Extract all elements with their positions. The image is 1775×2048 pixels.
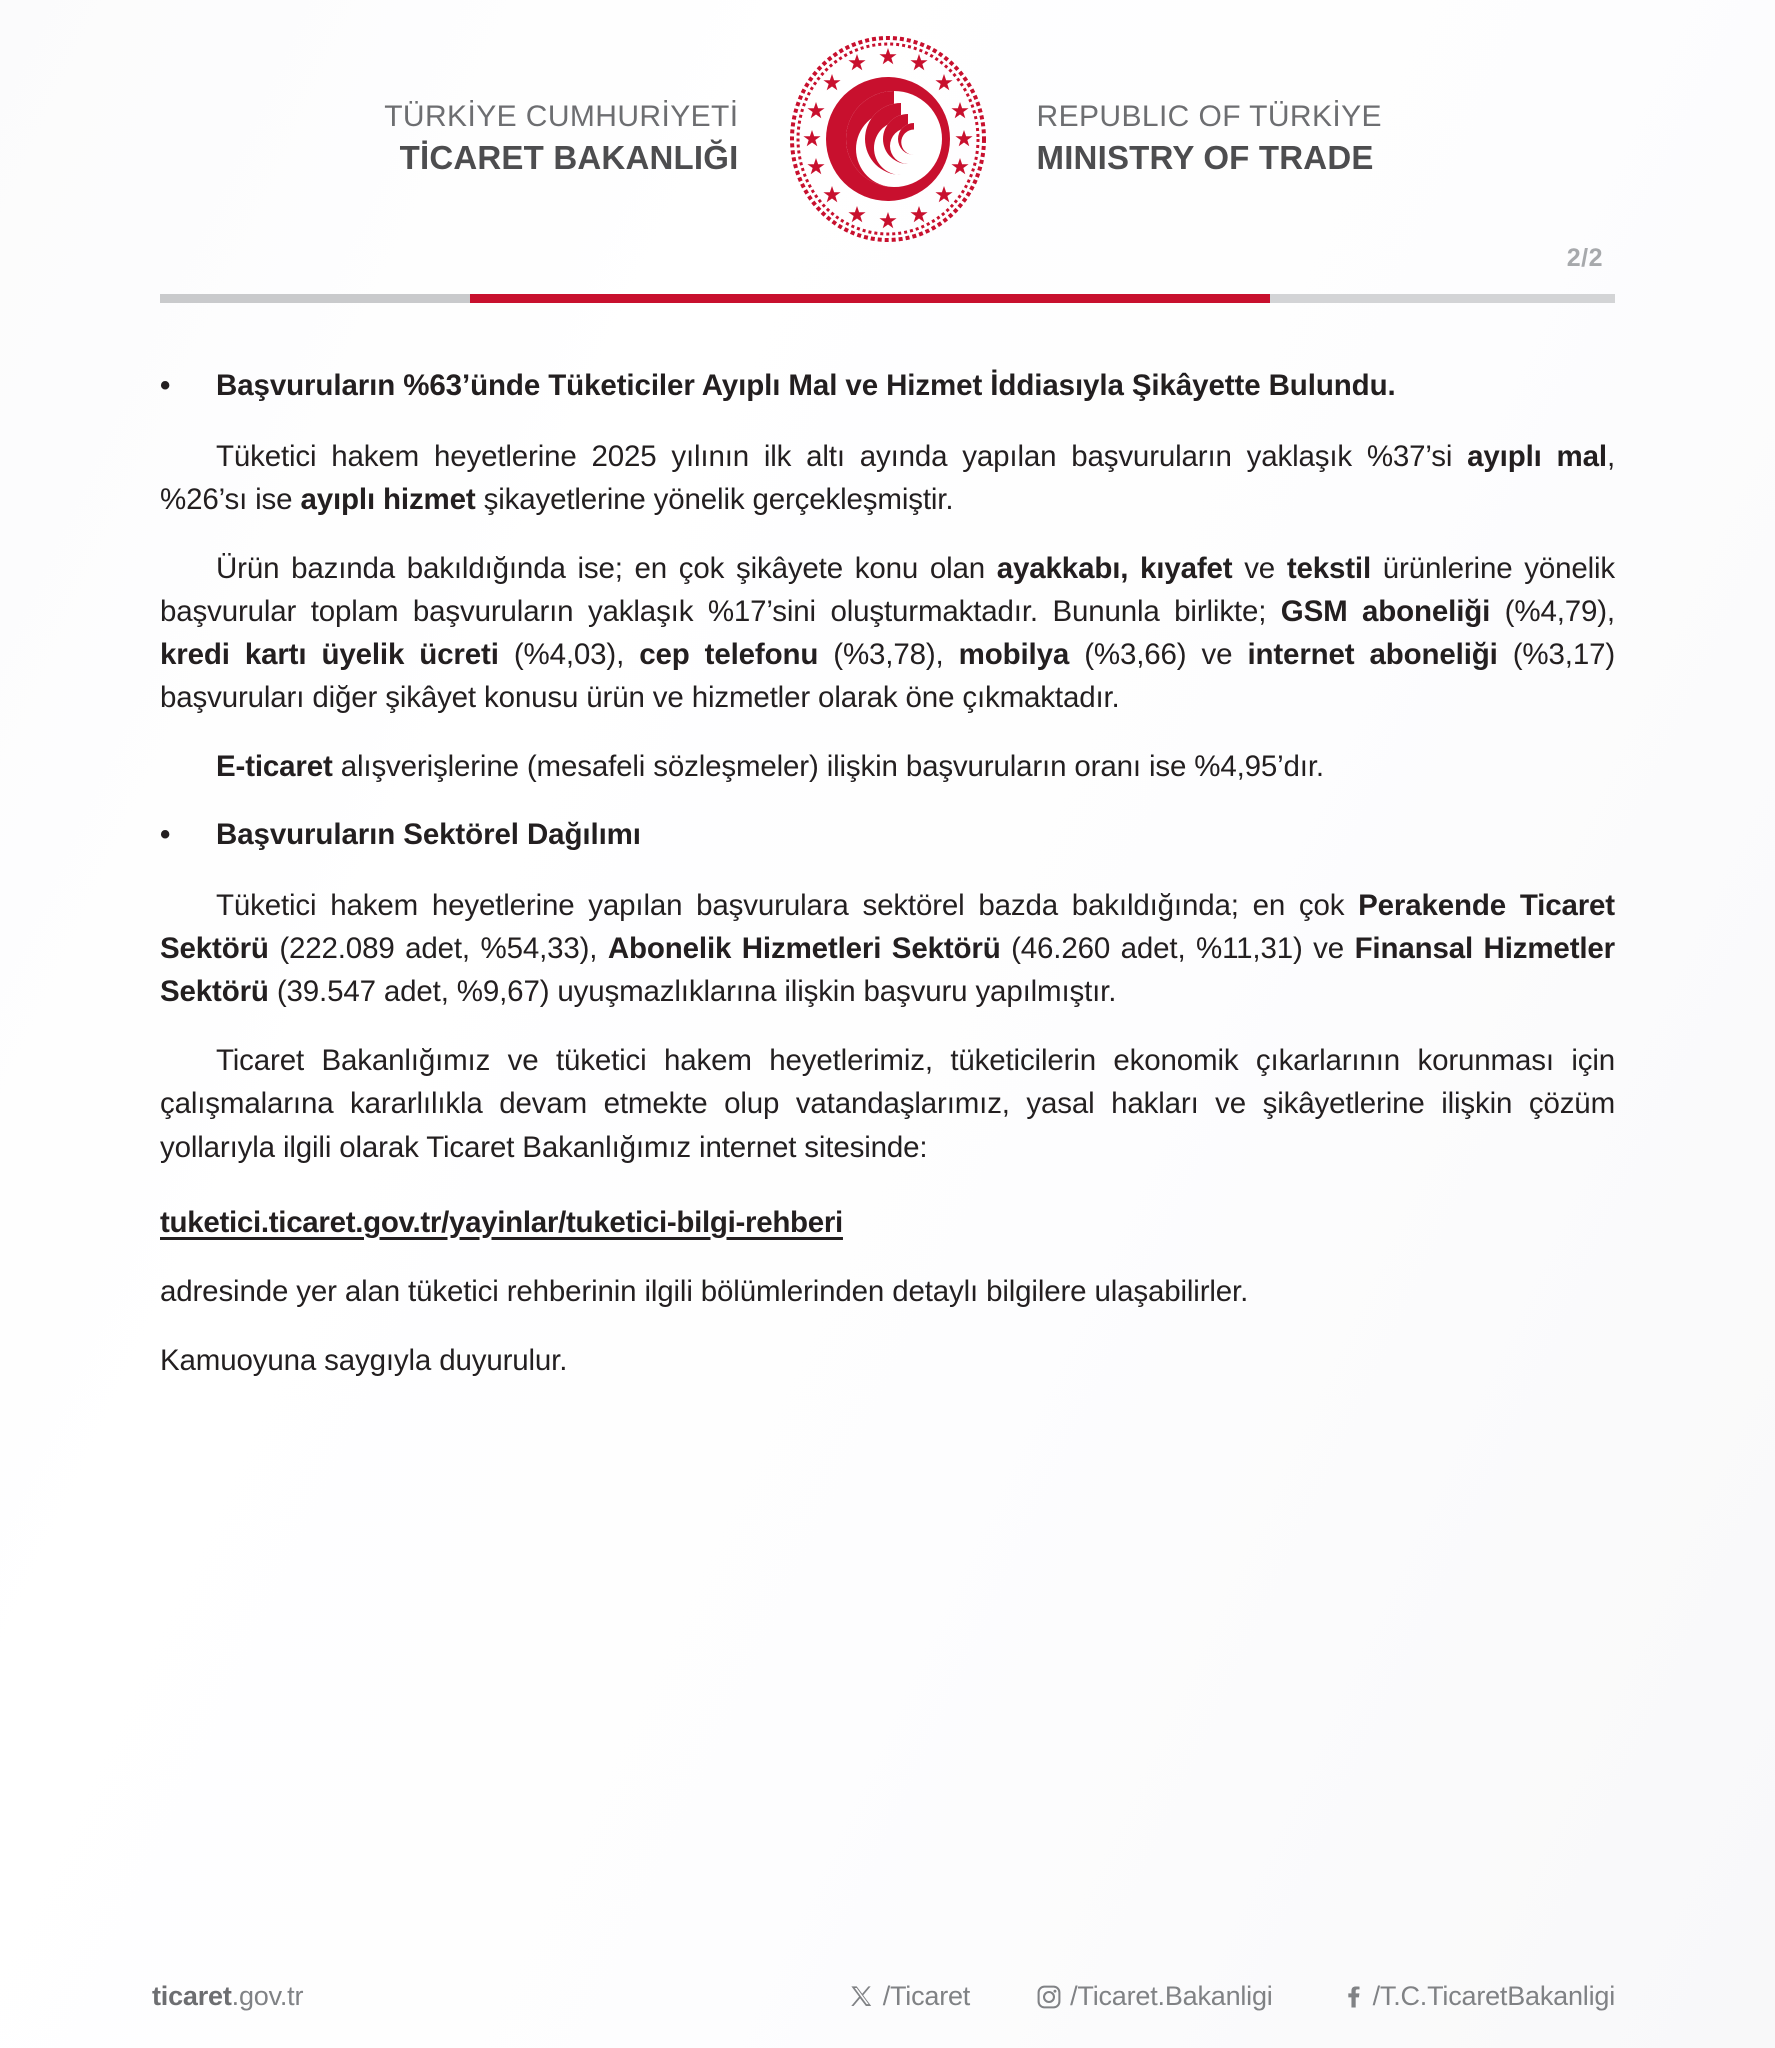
- footer-website[interactable]: [152, 1981, 303, 2012]
- divider-segment-gray-right: [1270, 294, 1615, 303]
- paragraph-1: Tüketici hakem heyetlerine 2025 yılının ilk altı ayında yapılan başvuruların yaklaşık %37’si ayıplı mal, %26’sı ise ayıplı hizmet şikayetlerine yönelik gerçekleşmiştir.: [160, 439, 1615, 516]
- bullet-heading-1-text: Başvuruların %63’ünde Tüketiciler Ayıplı Mal ve Hizmet İddiasıyla Şikâyette Bulundu.: [216, 369, 1396, 402]
- brand-english: [993, 100, 1513, 177]
- brand-turkish: [263, 100, 783, 177]
- consumer-guide-link[interactable]: tuketici.ticaret.gov.tr/yayinlar/tuketici-bilgi-rehberi: [160, 1205, 843, 1239]
- divider-segment-red: [470, 294, 1270, 303]
- brand-tr-line1: TÜRKİYE CUMHURİYETİ: [384, 100, 739, 134]
- paragraph-2: Ürün bazında bakıldığında ise; en çok şikâyete konu olan ayakkabı, kıyafet ve tekstil ürünlerine yönelik başvurular toplam başvuruların yaklaşık %17’sini oluşturmaktadır. Bununla birlikte; GSM aboneliği (%4,79), kredi kartı üyelik ücreti (%4,03), cep telefonu (%3,78), mobilya (%3,66) ve internet aboneliği (%3,17) başvuruları diğer şikâyet konusu ürün ve hizmetler olarak öne çıkmaktadır.: [160, 552, 1615, 715]
- instagram-icon: [1034, 1982, 1064, 2012]
- social-link-instagram[interactable]: [1034, 1981, 1273, 2012]
- page-number: 2/2: [1566, 244, 1603, 272]
- paragraph-6: adresinde yer alan tüketici rehberinin ilgili bölümlerinden detaylı bilgilere ulaşabilirler.: [160, 1274, 1249, 1308]
- bullet-marker-icon: •: [160, 369, 171, 402]
- footer-website-rest: .gov.tr: [231, 1981, 304, 2011]
- bullet-heading-2-text: Başvuruların Sektörel Dağılımı: [216, 818, 641, 852]
- document-header: [0, 0, 1775, 244]
- brand-en-line2: MINISTRY OF TRADE: [1036, 139, 1374, 177]
- footer-social-links: [847, 1981, 1615, 2012]
- document-footer: [0, 1981, 1775, 2012]
- social-handle-instagram: /Ticaret.Bakanligi: [1070, 1981, 1273, 2011]
- header-divider: [160, 294, 1615, 303]
- x-twitter-icon: [847, 1982, 877, 2012]
- facebook-icon: [1337, 1982, 1367, 2012]
- paragraph-3-ecommerce: E-ticaret alışverişlerine (mesafeli sözleşmeler) ilişkin başvuruların oranı ise %4,95’dır.: [216, 750, 1324, 784]
- turkish-state-emblem-icon: [783, 34, 993, 244]
- brand-tr-line2: TİCARET BAKANLIĞI: [399, 139, 739, 177]
- social-link-x[interactable]: [847, 1981, 970, 2012]
- footer-website-bold: ticaret: [152, 1981, 232, 2011]
- divider-segment-gray-left: [160, 294, 470, 303]
- bullet-heading-1: [160, 365, 1615, 407]
- document-body: [160, 303, 1615, 1382]
- paragraph-5: Ticaret Bakanlığımız ve tüketici hakem heyetlerimiz, tüketicilerin ekonomik çıkarlarının korunması için çalışmalarına kararlılıkla devam etmekte olup vatandaşlarımız, yasal hakları ve şikâyetlerine ilişkin çözüm yollarıyla ilgili olarak Ticaret Bakanlığımız internet sitesinde:: [160, 1044, 1615, 1164]
- paragraph-4-sector-distribution: Tüketici hakem heyetlerine yapılan başvurulara sektörel bazda bakıldığında; en çok Perakende Ticaret Sektörü (222.089 adet, %54,33), Abonelik Hizmetleri Sektörü (46.260 adet, %11,31) ve Finansal Hizmetler Sektörü (39.547 adet, %9,67) uyuşmazlıklarına ilişkin başvuru yapılmıştır.: [160, 889, 1615, 1009]
- page-number-row: [0, 244, 1775, 286]
- bullet-marker-icon: •: [160, 818, 171, 852]
- social-handle-x: /Ticaret: [882, 1981, 971, 2011]
- brand-en-line1: REPUBLIC OF TÜRKİYE: [1036, 100, 1382, 134]
- bullet-heading-2: [160, 814, 1615, 856]
- social-handle-facebook: /T.C.TicaretBakanligi: [1372, 1981, 1615, 2011]
- paragraph-7-closing: Kamuoyuna saygıyla duyurulur.: [160, 1343, 568, 1377]
- consumer-guide-link-line: [160, 1201, 1615, 1244]
- social-link-facebook[interactable]: [1337, 1981, 1615, 2012]
